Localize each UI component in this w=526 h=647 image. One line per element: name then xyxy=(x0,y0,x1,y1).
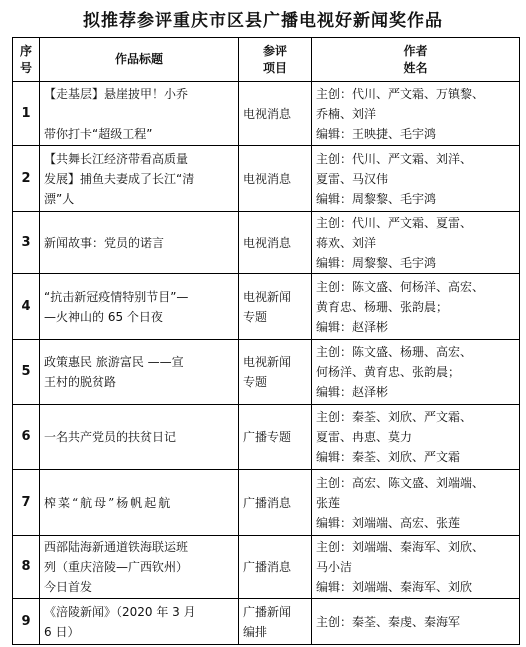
work-title xyxy=(40,212,239,274)
author-line: 何杨洋、黄育忠、张韵晨； xyxy=(316,365,461,379)
row-number: 3 xyxy=(13,212,40,274)
award-category-line: 广播新闻 xyxy=(243,604,292,619)
author-line: 主创：秦荃、刘欣、严文霜、 xyxy=(316,410,473,424)
work-title-line: 《涪陵新闻》（2020 年 3 月 xyxy=(44,604,196,619)
award-category xyxy=(239,470,312,536)
author-line: 编辑：赵泽彬 xyxy=(316,385,389,399)
table-row xyxy=(13,340,520,405)
work-title-line: 【共舞长江经济带看高质量 xyxy=(44,151,189,166)
author-line: 主创：刘端端、秦海军、刘欣、 xyxy=(316,540,485,554)
author-line: 主创：秦荃、秦虔、秦海军 xyxy=(316,614,461,629)
work-title-line: 带你打卡“超级工程” xyxy=(44,126,153,141)
row-number: 6 xyxy=(13,405,40,470)
work-title-line: 【走基层】悬崖披甲！小乔 xyxy=(44,86,189,101)
author-line: 蒋欢、刘洋 xyxy=(316,235,377,250)
awards-table xyxy=(12,37,520,645)
table-row xyxy=(13,470,520,536)
award-category-line: 广播专题 xyxy=(243,430,292,444)
author-line: 黄育忠、杨珊、张韵晨； xyxy=(316,299,449,314)
award-category xyxy=(239,274,312,340)
work-title-line: —火神山的 65 个日夜 xyxy=(44,309,163,324)
award-category xyxy=(239,405,312,470)
work-title-line: 漂”人 xyxy=(44,191,75,206)
award-category-line: 广播消息 xyxy=(243,560,292,574)
author-line: 夏雷、冉恵、莫力 xyxy=(316,430,413,444)
header-authors-line: 姓名 xyxy=(403,60,428,75)
header-no xyxy=(13,38,40,82)
author-line: 编辑：刘端端、高宏、张莲 xyxy=(316,515,461,530)
work-title-line: 政策惠民 旅游富民 ——宣 xyxy=(44,355,184,369)
row-number: 5 xyxy=(13,340,40,405)
authors xyxy=(312,274,520,340)
award-category-line: 电视新闻 xyxy=(243,355,292,369)
header-title: 作品标题 xyxy=(40,38,239,82)
award-category-line: 广播消息 xyxy=(243,495,292,510)
authors xyxy=(312,340,520,405)
row-number: 8 xyxy=(13,536,40,599)
award-category xyxy=(239,340,312,405)
work-title-line: 列（重庆涪陵—广西钦州） xyxy=(44,560,189,574)
author-line: 主创：代川、严文霜、万镇黎、 xyxy=(316,86,485,101)
row-number: 1 xyxy=(13,82,40,146)
author-line: 编辑：周黎黎、毛宇鸿 xyxy=(316,255,437,270)
header-no-line: 号 xyxy=(19,60,32,75)
row-number: 4 xyxy=(13,274,40,340)
author-line: 编辑：周黎黎、毛宇鸿 xyxy=(316,191,437,206)
award-category xyxy=(239,536,312,599)
author-line: 编辑：王映捷、毛宇鸿 xyxy=(316,126,437,141)
header-category xyxy=(239,38,312,82)
author-line: 编辑：秦荃、刘欣、严文霜 xyxy=(316,450,461,464)
award-category-line: 电视新闻 xyxy=(243,289,292,304)
author-line: 主创：陈文盛、杨珊、高宏、 xyxy=(316,345,473,359)
authors xyxy=(312,146,520,212)
author-line: 主创：高宏、陈文盛、刘端端、 xyxy=(316,475,485,490)
table-row xyxy=(13,405,520,470)
header-authors-line: 作者 xyxy=(403,43,428,58)
table-row xyxy=(13,212,520,274)
work-title xyxy=(40,536,239,599)
table-row xyxy=(13,274,520,340)
award-category xyxy=(239,599,312,645)
authors xyxy=(312,82,520,146)
work-title xyxy=(40,405,239,470)
work-title-line: 王村的脱贫路 xyxy=(44,375,117,389)
work-title xyxy=(40,340,239,405)
award-category-line: 电视消息 xyxy=(243,235,292,250)
author-line: 编辑：刘端端、秦海军、刘欣 xyxy=(316,580,473,594)
authors xyxy=(312,599,520,645)
table-row xyxy=(13,536,520,599)
work-title xyxy=(40,82,239,146)
work-title-line: 一名共产党员的扶贫日记 xyxy=(44,430,177,444)
work-title xyxy=(40,599,239,645)
work-title-line: 6 日） xyxy=(44,624,80,639)
author-line: 乔楠、刘洋 xyxy=(316,106,377,121)
author-line: 主创：代川、严文霜、夏雷、 xyxy=(316,215,473,230)
work-title-line: “抗击新冠疫情特别节目”— xyxy=(44,289,189,304)
award-category-line: 电视消息 xyxy=(243,106,292,121)
author-line: 张莲 xyxy=(316,495,341,510)
work-title xyxy=(40,146,239,212)
work-title-line: 西部陆海新通道铁海联运班 xyxy=(44,540,189,554)
table-row xyxy=(13,82,520,146)
row-number: 9 xyxy=(13,599,40,645)
authors xyxy=(312,470,520,536)
award-category xyxy=(239,146,312,212)
award-category xyxy=(239,82,312,146)
row-number: 2 xyxy=(13,146,40,212)
header-no-line: 序 xyxy=(19,43,32,58)
work-title-line: 发展】捕鱼夫妻成了长江“清 xyxy=(44,171,195,186)
work-title xyxy=(40,274,239,340)
author-line: 主创：代川、严文霜、刘洋、 xyxy=(316,151,473,166)
row-number: 7 xyxy=(13,470,40,536)
award-category-line: 编排 xyxy=(243,624,268,639)
authors xyxy=(312,405,520,470)
award-category-line: 电视消息 xyxy=(243,171,292,186)
work-title-line: 新闻故事：党员的诺言 xyxy=(44,235,165,250)
authors xyxy=(312,212,520,274)
work-title-line: 榨菜“航母”杨帆起航 xyxy=(44,495,173,510)
table-row xyxy=(13,146,520,212)
work-title-line: 今日首发 xyxy=(44,580,93,594)
header-category-line: 项目 xyxy=(262,60,287,75)
author-line: 马小洁 xyxy=(316,560,353,574)
award-category-line: 专题 xyxy=(243,309,268,324)
author-line: 夏雷、马汉伟 xyxy=(316,171,389,186)
authors xyxy=(312,536,520,599)
author-line: 主创：陈文盛、何杨洋、高宏、 xyxy=(316,279,485,294)
table-header-row xyxy=(13,38,520,82)
header-authors xyxy=(312,38,520,82)
award-category xyxy=(239,212,312,274)
work-title-line xyxy=(44,104,234,124)
author-line: 编辑：赵泽彬 xyxy=(316,319,389,334)
table-row xyxy=(13,599,520,645)
work-title xyxy=(40,470,239,536)
award-category-line: 专题 xyxy=(243,375,268,389)
header-category-line: 参评 xyxy=(262,43,287,58)
page-title: 拟推荐参评重庆市区县广播电视好新闻奖作品 xyxy=(83,11,443,31)
